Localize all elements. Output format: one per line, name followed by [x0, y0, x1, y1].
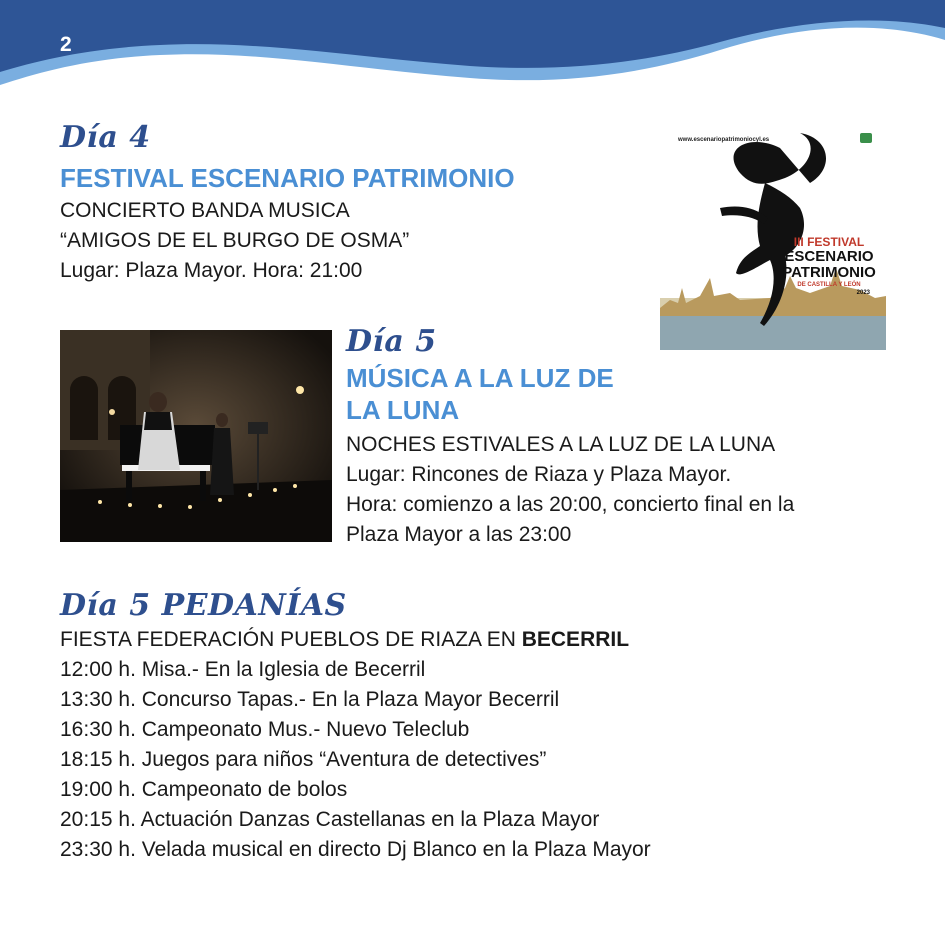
day5-title-line: LA LUNA [346, 395, 460, 425]
pedanias-details [60, 625, 651, 865]
day4-details [60, 196, 409, 286]
day5-line: Lugar: Rincones de Riaza y Plaza Mayor. [346, 463, 732, 486]
day4-line: “AMIGOS DE EL BURGO DE OSMA” [60, 229, 410, 252]
poster-line4: DE CASTILLA Y LEÓN [797, 282, 861, 288]
poster-year: 2023 [856, 290, 870, 296]
schedule-item: 18:15 h. Juegos para niños “Aventura de detectives” [60, 748, 547, 771]
poster-title [774, 236, 884, 297]
pedanias-intro-village: BECERRIL [521, 628, 630, 651]
day5-heading: Día 5 [346, 324, 437, 359]
schedule-item: 12:00 h. Misa.- En la Iglesia de Becerril [60, 658, 426, 681]
schedule-item: 16:30 h. Campeonato Mus.- Nuevo Teleclub [60, 718, 470, 741]
day5-line: Plaza Mayor a las 23:00 [346, 523, 572, 546]
header-wave [0, 0, 945, 110]
poster-logo-icon [860, 133, 872, 143]
concert-photo [60, 330, 332, 542]
day5-line: Hora: comienzo a las 20:00, concierto final en la [346, 493, 795, 516]
day4-line: CONCIERTO BANDA MUSICA [60, 199, 350, 222]
day5-details [346, 430, 794, 550]
day5-line: NOCHES ESTIVALES A LA LUZ DE LA LUNA [346, 433, 776, 456]
poster-line1: III FESTIVAL [793, 235, 865, 249]
day4-heading: Día 4 [60, 120, 151, 155]
page-number: 2 [60, 33, 72, 56]
poster-line3: PATRIMONIO [782, 264, 876, 281]
day5-pedanias-heading: Día 5 PEDANÍAS [60, 588, 347, 623]
schedule-item: 19:00 h. Campeonato de bolos [60, 778, 348, 801]
poster-url: www.escenariopatrimoniocyl.es [678, 137, 770, 143]
pedanias-intro [60, 625, 651, 655]
pedanias-intro-text: FIESTA FEDERACIÓN PUEBLOS DE RIAZA EN [60, 628, 522, 651]
schedule-item: 23:30 h. Velada musical en directo Dj Blanco en la Plaza Mayor [60, 838, 651, 861]
festival-poster [660, 128, 886, 350]
day4-line: Lugar: Plaza Mayor. Hora: 21:00 [60, 259, 363, 282]
schedule-item: 20:15 h. Actuación Danzas Castellanas en la Plaza Mayor [60, 808, 600, 831]
day4-title: FESTIVAL ESCENARIO PATRIMONIO [60, 163, 515, 193]
poster-line2: ESCENARIO [784, 248, 874, 265]
day5-title [346, 362, 614, 426]
schedule-item: 13:30 h. Concurso Tapas.- En la Plaza Mayor Becerril [60, 688, 560, 711]
day5-title-line: MÚSICA A LA LUZ DE [346, 363, 614, 393]
